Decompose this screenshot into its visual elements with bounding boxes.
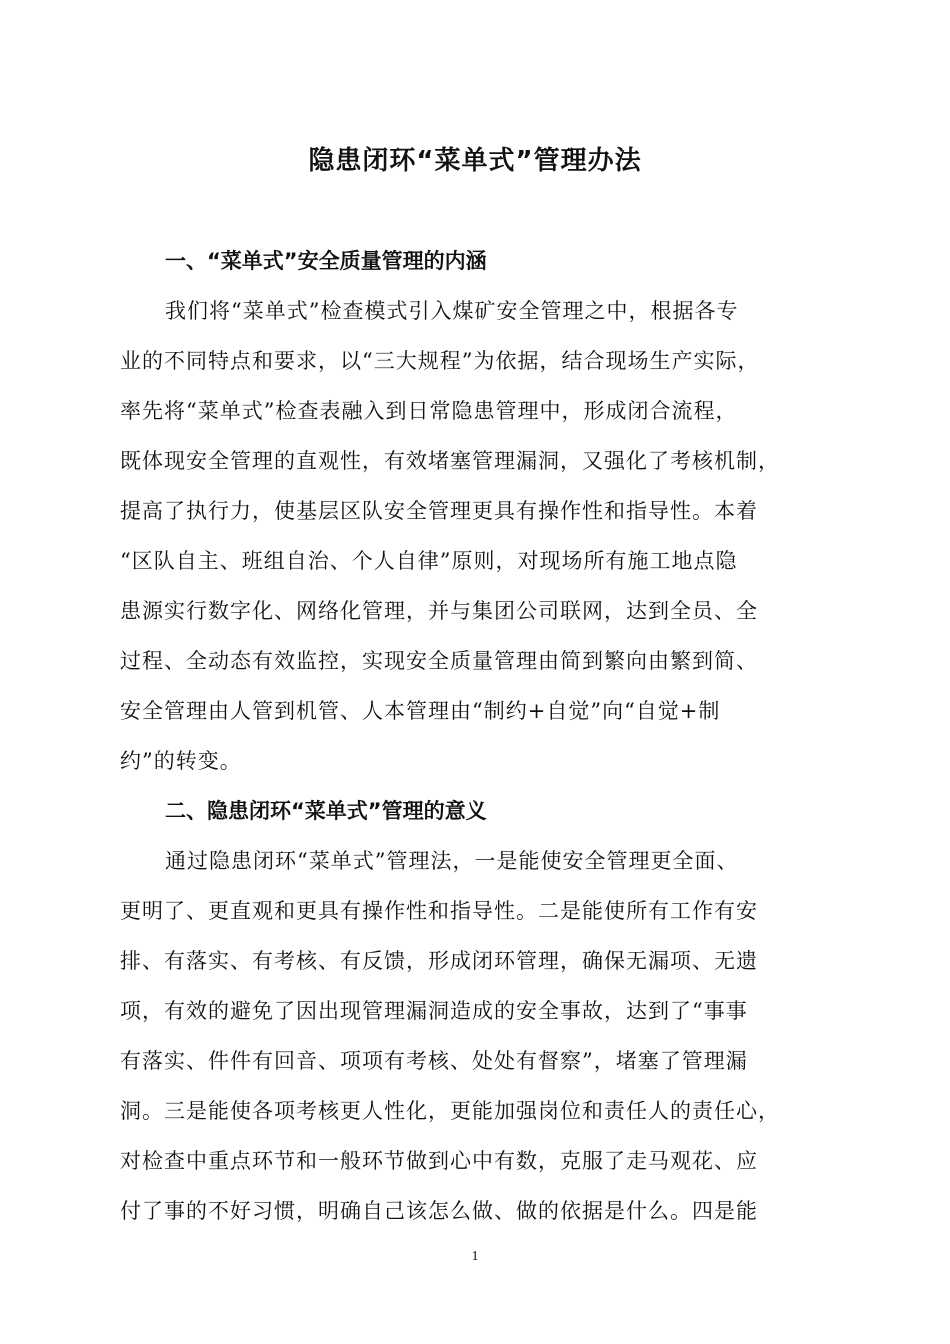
paragraph-line: 排、有落实、有考核、有反馈，形成闭环管理，确保无漏项、无遗	[120, 949, 758, 973]
paragraph-line: 业的不同特点和要求，以“三大规程”为依据，结合现场生产实际，	[120, 349, 760, 373]
paragraph-line: 更明了、更直观和更具有操作性和指导性。二是能使所有工作有安	[120, 899, 758, 923]
paragraph-line: 约”的转变。	[120, 749, 242, 773]
paragraph-line: 付了事的不好习惯，明确自己该怎么做、做的依据是什么。四是能	[120, 1199, 758, 1223]
paragraph-line: 对检查中重点环节和一般环节做到心中有数，克服了走马观花、应	[120, 1149, 758, 1173]
paragraph-line: 项，有效的避免了因出现管理漏洞造成的安全事故，达到了“事事	[120, 999, 748, 1023]
paragraph-line: 患源实行数字化、网络化管理，并与集团公司联网，达到全员、全	[120, 599, 758, 623]
paragraph-line: 率先将“菜单式”检查表融入到日常隐患管理中，形成闭合流程，	[120, 399, 738, 423]
section-heading-1: 一、“菜单式”安全质量管理的内涵	[165, 249, 487, 273]
paragraph-line: 既体现安全管理的直观性，有效堵塞管理漏洞，又强化了考核机制，	[120, 449, 780, 473]
paragraph-line: 提高了执行力，使基层区队安全管理更具有操作性和指导性。本着	[120, 499, 758, 523]
paragraph-line: 过程、全动态有效监控，实现安全质量管理由简到繁向由繁到简、	[120, 649, 758, 673]
paragraph-line: 通过隐患闭环“菜单式”管理法，一是能使安全管理更全面、	[165, 849, 739, 873]
document-title: 隐患闭环“菜单式”管理办法	[308, 146, 642, 176]
section-heading-2: 二、隐患闭环“菜单式”管理的意义	[165, 799, 487, 823]
paragraph-line: “区队自主、班组自治、个人自律”原则，对现场所有施工地点隐	[120, 549, 738, 573]
paragraph-line: 洞。三是能使各项考核更人性化，更能加强岗位和责任人的责任心，	[120, 1099, 780, 1123]
paragraph-line: 有落实、件件有回音、项项有考核、处处有督察”，堵塞了管理漏	[120, 1049, 748, 1073]
page-number: 1	[471, 1249, 479, 1264]
paragraph-line: 安全管理由人管到机管、人本管理由“制约+自觉”向“自觉+制	[120, 699, 721, 723]
paragraph-line: 我们将“菜单式”检查模式引入煤矿安全管理之中，根据各专	[165, 299, 739, 323]
